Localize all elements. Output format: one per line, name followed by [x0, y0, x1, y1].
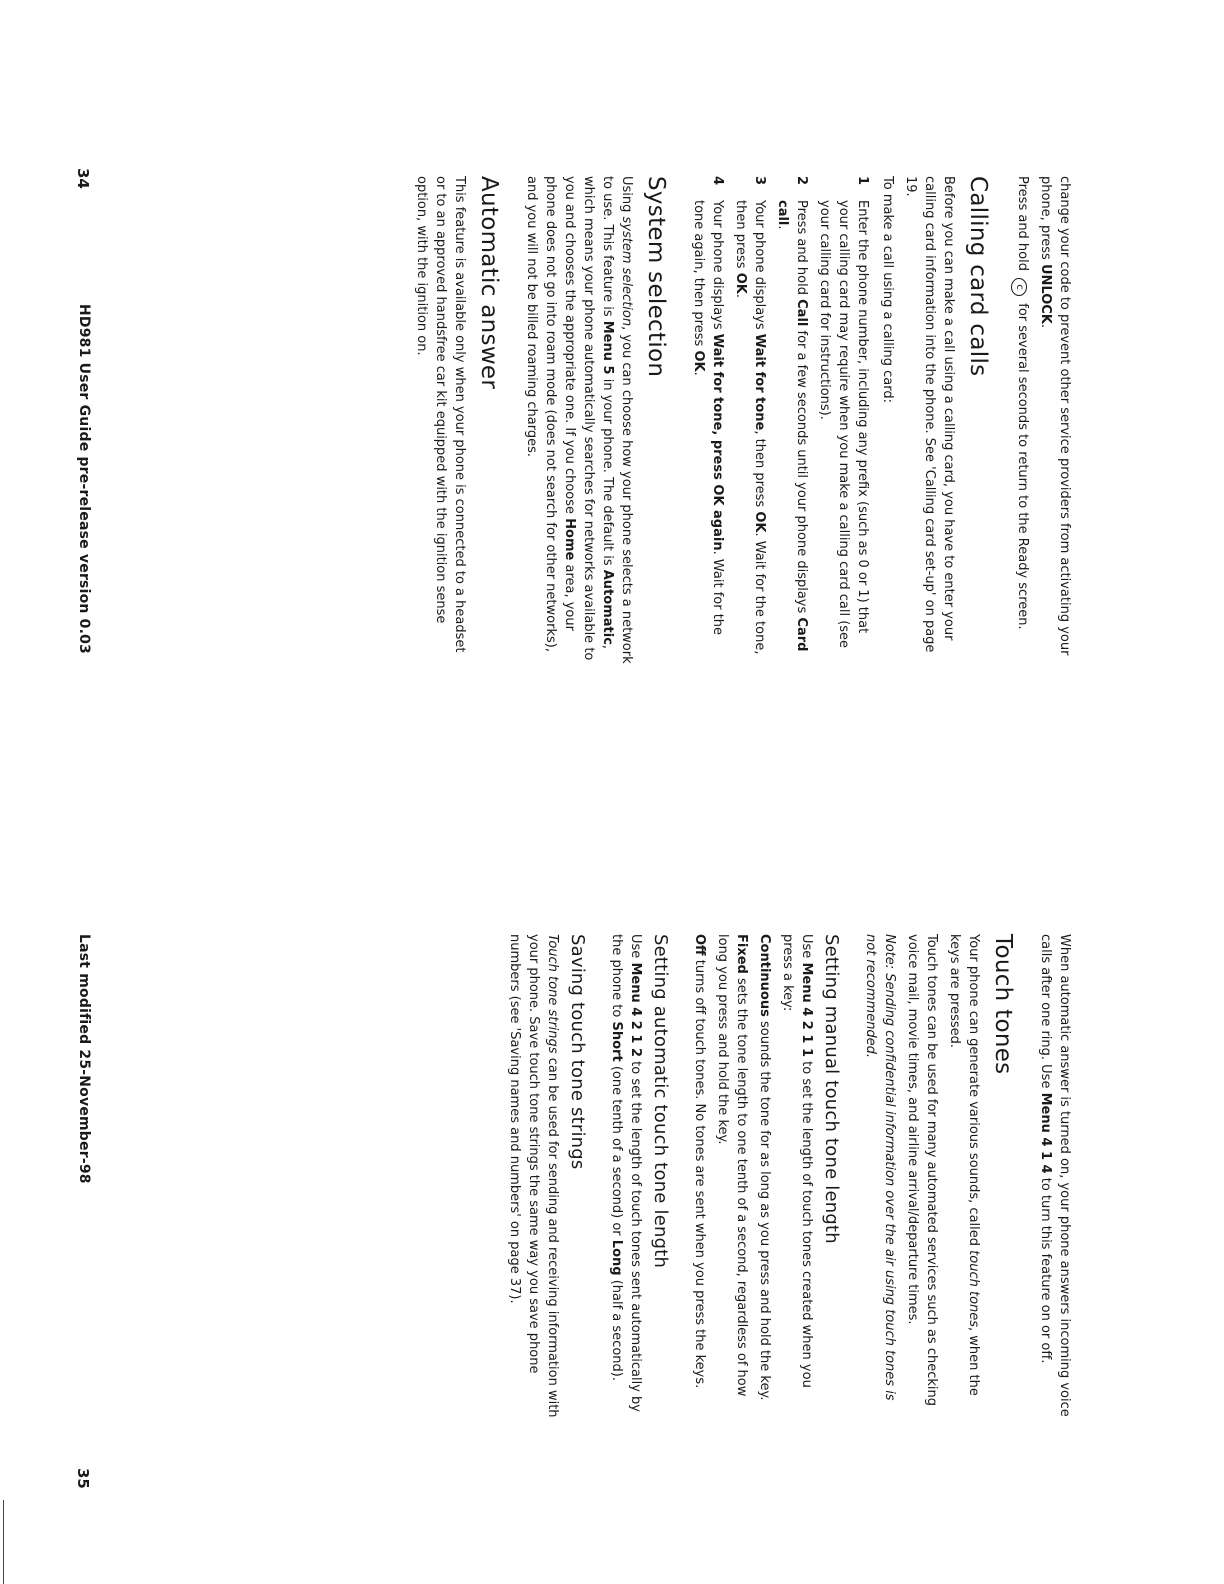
left-page-number: 34	[74, 168, 92, 189]
automatic-answer-heading: Automatic answer	[476, 176, 502, 390]
right-footer-title: Last modified 25-November-98	[76, 934, 92, 1184]
system-selection-paragraph: Using system selection, you can choose how your phone selects a network to use. This feature is Menu 5 in your phone. The default is Automatic, which means your phone automatically searches for networks available to you and chooses the appropriate one. If you choose Home area, your phone does not go into roam mode (does not search for other networks), and you will not be billed roaming charges.	[524, 176, 634, 664]
automatic-answer-paragraph: This feature is available only when your phone is connected to a headset or to an approved handsfree car kit equipped with the ignition sense option, with the ignition on.	[414, 176, 467, 653]
automatic-answer-continued: When automatic answer is turned on, your phone answers incoming voice calls after one ring. Use Menu 4 1 4 to turn this feature on or off.	[1038, 934, 1072, 1417]
touch-tones-note: Note: Sending confidential information over the air using touch tones is not recommended.	[863, 934, 897, 1401]
manual-length-para1: Use Menu 4 2 1 1 to set the length of touch tones created when you press a key:	[780, 934, 814, 1388]
calling-card-para2: To make a call using a calling card:	[880, 176, 895, 403]
touch-tones-para1: Your phone can generate various sounds, called touch tones, when the keys are pressed.	[947, 934, 981, 1396]
calling-card-para1: Before you can make a call using a calling card, you have to enter your calling card information into the phone. See 'Calling card set-up' on page 19.	[903, 176, 956, 653]
manual-length-off: Off turns off touch tones. No tones are sent when you press the keys.	[692, 934, 707, 1389]
system-selection-heading: System selection	[643, 176, 669, 378]
unlock-softkey: UNLOCK	[1038, 263, 1053, 324]
calling-card-heading: Calling card calls	[965, 176, 991, 377]
step-item: 2 Press and hold Call for a few seconds until your phone displays Card call.	[775, 176, 809, 652]
right-column	[501, 934, 1074, 1422]
automatic-length-paragraph: Use Menu 4 2 1 2 to set the length of touch tones sent automatically by the phone to Short (one tenth of a second) or Long (half a second).	[609, 934, 643, 1412]
calling-card-steps	[689, 176, 872, 664]
left-column	[408, 176, 1074, 664]
intro-paragraph: change your code to prevent other service providers from activating your phone, press UNLOCK.	[1038, 176, 1072, 656]
step-item: 3 Your phone displays Wait for tone, then press OK. Wait for the tone, then press OK.	[733, 176, 767, 655]
press-hold-paragraph: Press and hold c for several seconds to return to the Ready screen.	[1011, 176, 1032, 664]
right-page-number: 35	[74, 1468, 92, 1489]
scan-edge-line	[3, 1500, 4, 1584]
saving-strings-paragraph: Touch tone strings can be used for sending and receiving information with your phone. Save touch tone strings the same way you save phone numbers (see 'Saving names and numbers' on page 37).	[507, 934, 560, 1418]
automatic-length-heading: Setting automatic touch tone length	[650, 934, 671, 1269]
saving-strings-heading: Saving touch tone strings	[567, 934, 588, 1170]
manual-length-continuous: Continuous sounds the tone for as long as you press and hold the key.	[757, 934, 772, 1401]
step-item: 4 Your phone displays Wait for tone, press OK again. Wait for the tone again, then press OK.	[691, 176, 725, 636]
clear-key-icon: c	[1011, 278, 1027, 296]
touch-tones-para2: Touch tones can be used for many automated services such as checking voice mail, movie times, and airline arrival/departure times.	[905, 934, 939, 1407]
manual-length-fixed: Fixed sets the tone length to one tenth of a second, regardless of how long you press and hold the key.	[715, 934, 749, 1397]
touch-tones-heading: Touch tones	[990, 934, 1016, 1075]
manual-length-heading: Setting manual touch tone length	[821, 934, 842, 1244]
left-footer-title: HD981 User Guide pre-release version 0.03	[76, 304, 92, 654]
right-page	[0, 792, 1224, 1584]
step-item: 1 Enter the phone number, including any prefix (such as 0 or 1) that your calling card may require when you make a calling card call (see your calling card for instructions).	[817, 176, 870, 649]
